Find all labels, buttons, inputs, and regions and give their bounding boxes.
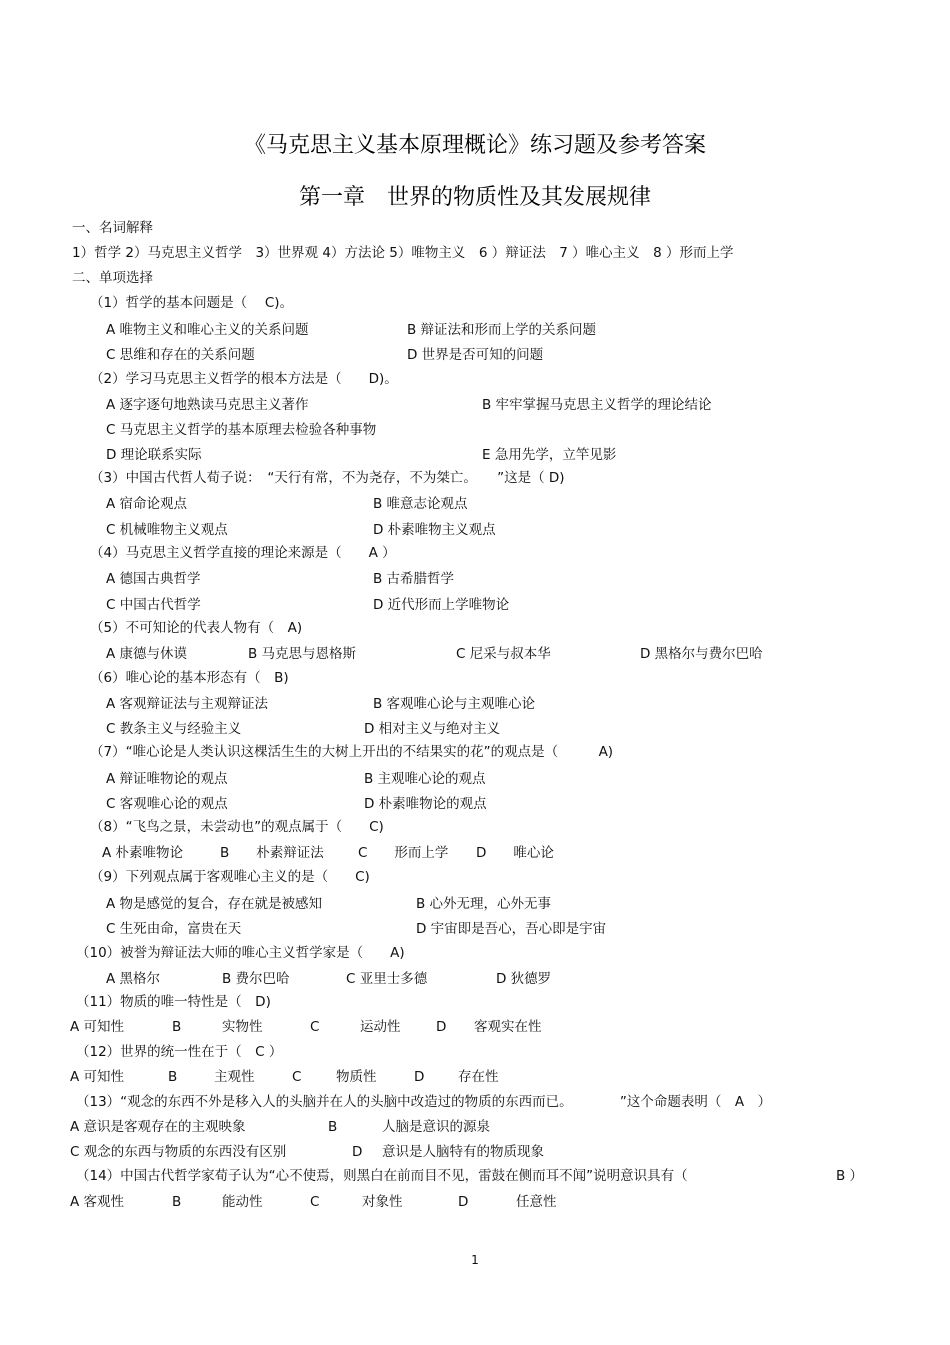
- question-stem: （12）世界的统一性在于（ C ）: [76, 1044, 283, 1060]
- option-a: A 唯物主义和唯心主义的关系问题: [106, 322, 309, 338]
- option-b-text: 能动性: [222, 1194, 263, 1210]
- question-stem: （1）哲学的基本问题是（ C)。: [90, 295, 294, 311]
- option-b-letter: B: [168, 1069, 178, 1085]
- chapter-title: 第一章 世界的物质性及其发展规律: [298, 185, 651, 210]
- question-stem: （7）“唯心论是人类认识这棵活生生的大树上开出的不结果实的花”的观点是（ A): [90, 744, 614, 760]
- option-c: C 尼采与叔本华: [456, 646, 551, 662]
- document-title: 《马克思主义基本原理概论》练习题及参考答案: [243, 133, 706, 158]
- option-a: A 客观辩证法与主观辩证法: [106, 696, 269, 712]
- option-b: B 古希腊哲学: [373, 571, 455, 587]
- question-stem: （4）马克思主义哲学直接的理论来源是（ A ）: [90, 545, 396, 561]
- question-stem: （13）“观念的东西不外是移入人的头脑并在人的头脑中改造过的物质的东西而已。 ”这个命题表明（ A ）: [76, 1094, 772, 1110]
- option-c-text: 对象性: [362, 1194, 403, 1210]
- option-a: A 可知性: [70, 1019, 125, 1035]
- option-b-text: 人脑是意识的源泉: [382, 1119, 490, 1135]
- option-b-text: 实物性: [222, 1019, 263, 1035]
- option-d: D 狄德罗: [496, 971, 552, 987]
- option-a: A 黑格尔: [106, 971, 161, 987]
- option-c: C 机械唯物主义观点: [106, 522, 228, 538]
- option-b-letter: B: [328, 1119, 338, 1135]
- option-e: E 急用先学，立竿见影: [482, 447, 617, 463]
- option-c: C 形而上学: [358, 845, 449, 861]
- option-d: D 理论联系实际: [106, 447, 202, 463]
- option-d-letter: D: [414, 1069, 425, 1085]
- option-b: B 心外无理，心外无事: [416, 896, 552, 912]
- option-d-text: 任意性: [516, 1194, 557, 1210]
- option-c-text: 运动性: [360, 1019, 401, 1035]
- option-a: A 德国古典哲学: [106, 571, 201, 587]
- option-c: C 观念的东西与物质的东西没有区别: [70, 1144, 287, 1160]
- option-b-letter: B: [172, 1019, 182, 1035]
- section-heading-terms: 一、名词解释: [72, 220, 153, 236]
- question-stem: （2）学习马克思主义哲学的根本方法是（ D)。: [90, 371, 398, 387]
- option-d: D 世界是否可知的问题: [407, 347, 544, 363]
- section-heading-single-choice: 二、单项选择: [72, 270, 153, 286]
- option-a: A 辩证唯物论的观点: [106, 771, 228, 787]
- option-b: B 辩证法和形而上学的关系问题: [407, 322, 597, 338]
- question-stem: （10）被誉为辩证法大师的唯心主义哲学家是（ A): [76, 945, 405, 961]
- option-b: B 牢牢掌握马克思主义哲学的理论结论: [482, 397, 712, 413]
- option-c-letter: C: [292, 1069, 302, 1085]
- option-c-text: 物质性: [336, 1069, 377, 1085]
- option-b: B 朴素辩证法: [220, 845, 324, 861]
- terms-list: 1）哲学 2）马克思主义哲学 3）世界观 4）方法论 5）唯物主义 6 ）辩证法 7 ）唯心主义 8 ）形而上学: [72, 245, 734, 261]
- option-c: C 中国古代哲学: [106, 597, 201, 613]
- option-a: A 客观性: [70, 1194, 125, 1210]
- option-b: B 费尔巴哈: [222, 971, 290, 987]
- option-a: A 逐字逐句地熟读马克思主义著作: [106, 397, 309, 413]
- option-d-letter: D: [352, 1144, 363, 1160]
- option-b-letter: B: [172, 1194, 182, 1210]
- option-c: C 教条主义与经验主义: [106, 721, 242, 737]
- option-a: A 康德与休谟: [106, 646, 188, 662]
- option-d: D 朴素唯物主义观点: [373, 522, 496, 538]
- question-stem: （5）不可知论的代表人物有（ A): [90, 620, 303, 636]
- option-c: C 亚里士多德: [346, 971, 428, 987]
- question-stem: （11）物质的唯一特性是（ D): [76, 994, 271, 1010]
- question-stem: （9）下列观点属于客观唯心主义的是（ C): [90, 869, 370, 885]
- option-b: B 主观唯心论的观点: [364, 771, 486, 787]
- option-c-letter: C: [310, 1194, 320, 1210]
- option-b: B 唯意志论观点: [373, 496, 468, 512]
- option-d-letter: D: [436, 1019, 447, 1035]
- option-d: D 相对主义与绝对主义: [364, 721, 501, 737]
- page-number: 1: [471, 1253, 479, 1267]
- question-stem: （3）中国古代哲人荀子说： “天行有常，不为尧存，不为桀亡。 ”这是（ D): [90, 470, 565, 486]
- option-d: D 唯心论: [476, 845, 554, 861]
- option-c: C 客观唯心论的观点: [106, 796, 228, 812]
- option-a: A 朴素唯物论: [102, 845, 184, 861]
- question-stem: （8）“飞鸟之景，未尝动也”的观点属于（ C): [90, 819, 384, 835]
- option-a: A 宿命论观点: [106, 496, 188, 512]
- option-b: B 马克思与恩格斯: [248, 646, 357, 662]
- option-d: D 近代形而上学唯物论: [373, 597, 510, 613]
- option-b: B 客观唯心论与主观唯心论: [373, 696, 536, 712]
- option-d: D 朴素唯物论的观点: [364, 796, 487, 812]
- question-stem: （14）中国古代哲学家荀子认为“心不使焉，则黑白在前而目不见，雷鼓在侧而耳不闻”说明意识具有（: [76, 1168, 688, 1184]
- option-b-text: 主观性: [214, 1069, 255, 1085]
- option-d: D 黑格尔与费尔巴哈: [640, 646, 763, 662]
- option-c-letter: C: [310, 1019, 320, 1035]
- option-d-letter: D: [458, 1194, 469, 1210]
- option-d-text: 客观实在性: [474, 1019, 542, 1035]
- option-c: C 生死由命，富贵在天: [106, 921, 242, 937]
- answer-mark: B ）: [836, 1168, 864, 1184]
- option-c: C 马克思主义哲学的基本原理去检验各种事物: [106, 422, 377, 438]
- option-d-text: 存在性: [458, 1069, 499, 1085]
- option-d: D 宇宙即是吾心，吾心即是宇宙: [416, 921, 607, 937]
- option-a: A 意识是客观存在的主观映象: [70, 1119, 246, 1135]
- option-d-text: 意识是人脑特有的物质现象: [382, 1144, 544, 1160]
- option-a: A 可知性: [70, 1069, 125, 1085]
- option-a: A 物是感觉的复合，存在就是被感知: [106, 896, 323, 912]
- option-c: C 思维和存在的关系问题: [106, 347, 255, 363]
- question-stem: （6）唯心论的基本形态有（ B): [90, 670, 289, 686]
